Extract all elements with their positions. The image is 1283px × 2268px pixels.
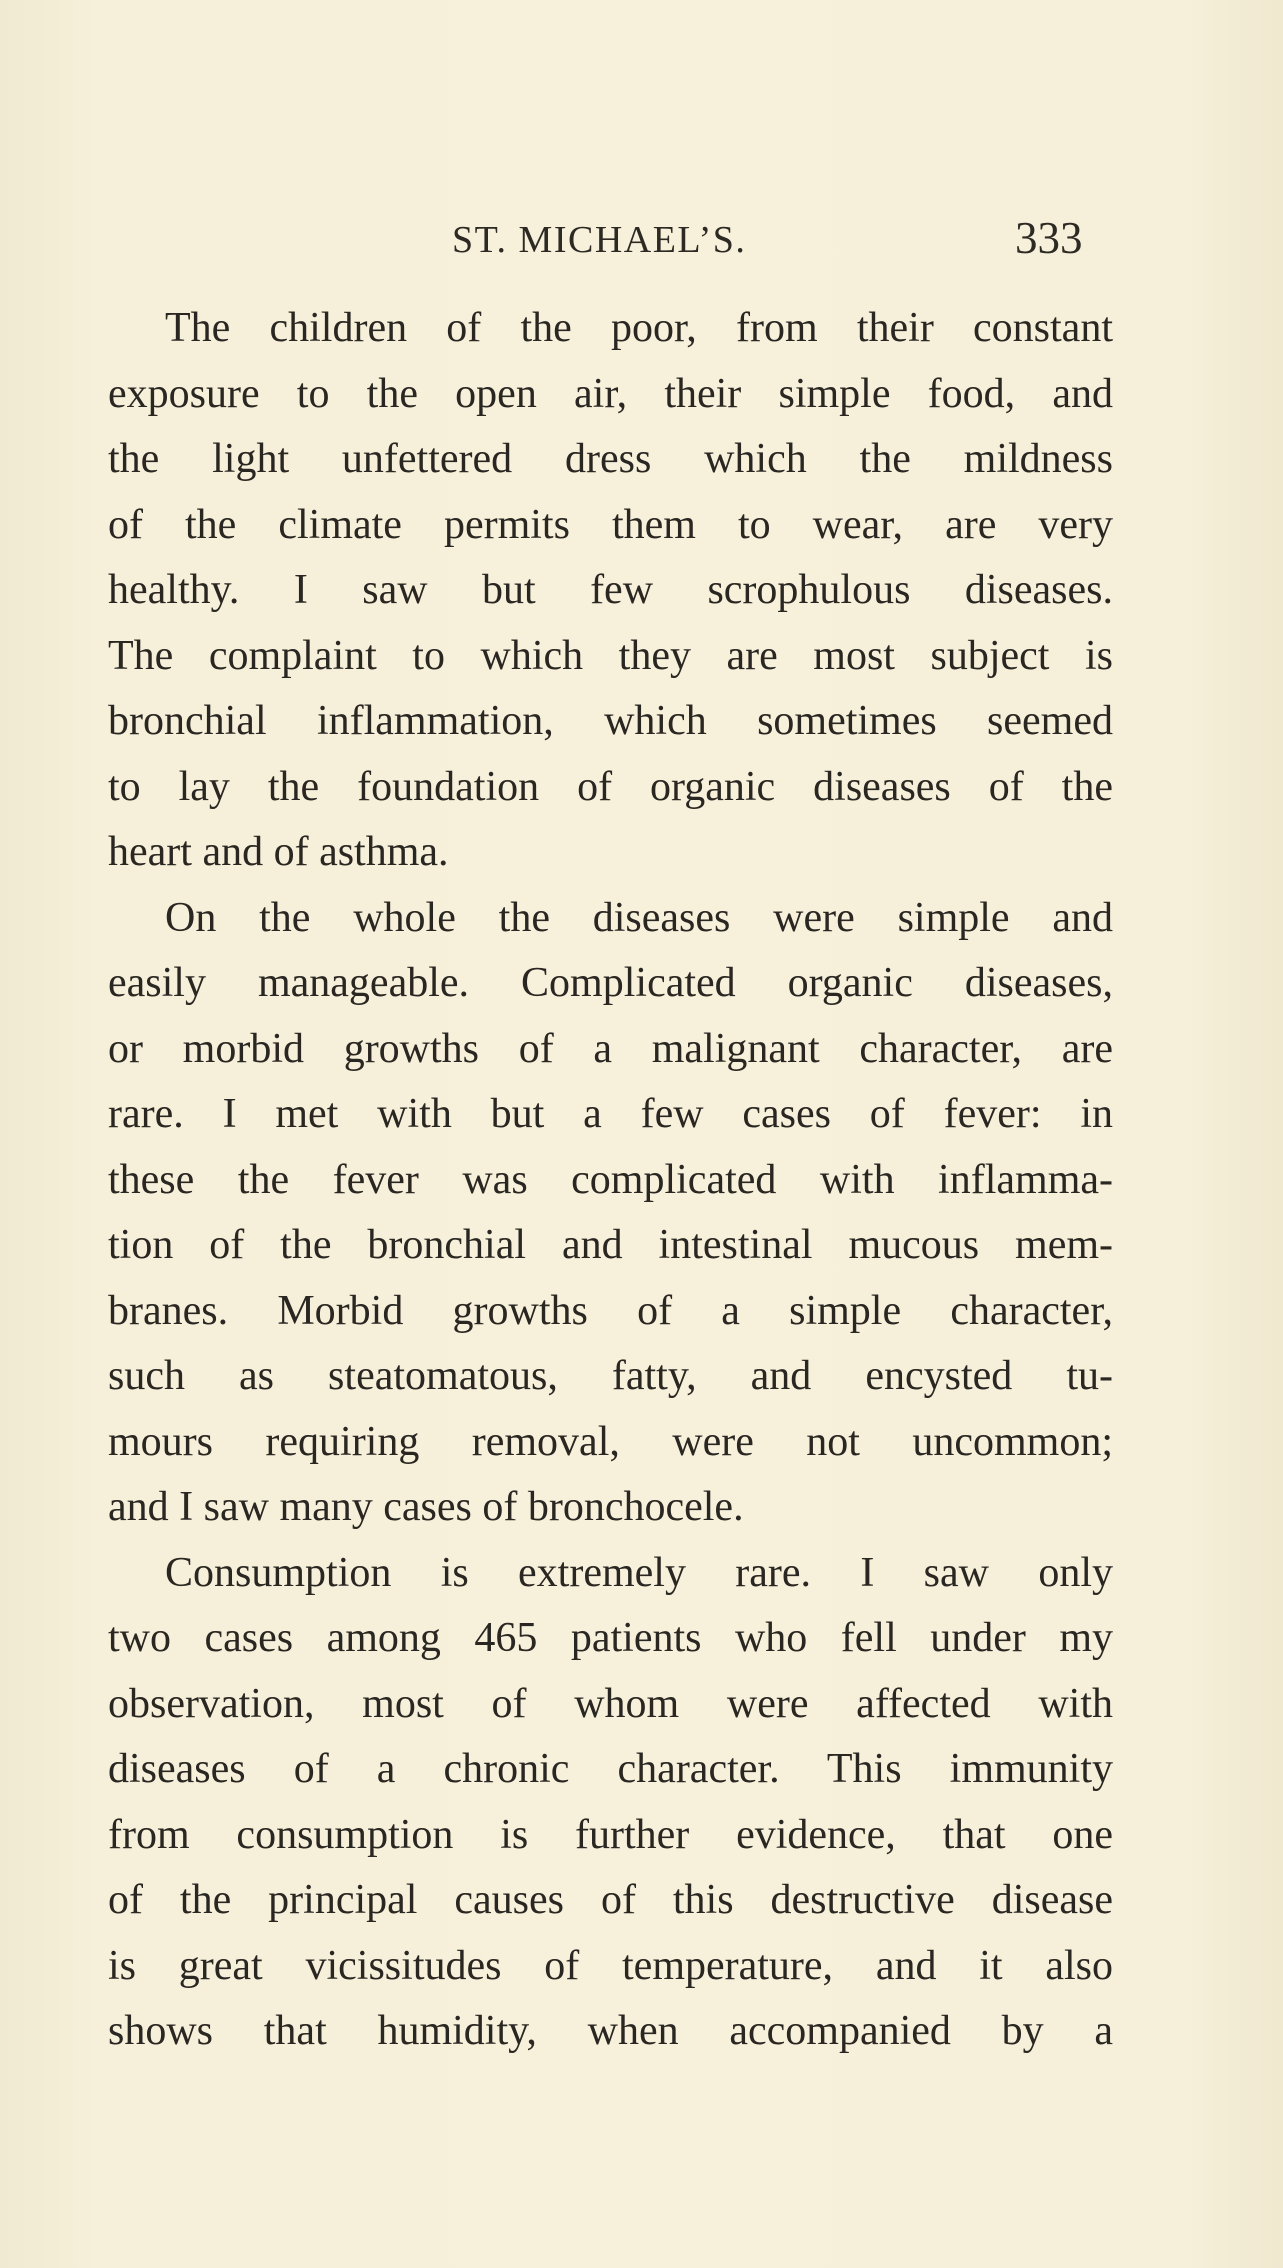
paragraph-2 [108, 886, 1113, 1541]
text-line: On the whole the diseases were simple and [165, 894, 1113, 941]
text-line: the light unfettered dress which the mildness [108, 436, 1113, 482]
text-line: of the climate permits them to wear, are very [108, 501, 1113, 548]
text-line: or morbid growths of a malignant character, are [108, 1025, 1113, 1072]
paragraph-1 [108, 296, 1113, 886]
text-line: observation, most of whom were affected with [108, 1680, 1113, 1727]
text-line: these the fever was complicated with inflamma- [108, 1156, 1113, 1203]
text-line: easily manageable. Complicated organic diseases, [108, 960, 1113, 1006]
running-head [0, 213, 1283, 278]
text-line: such as steatomatous, fatty, and encysted tu- [108, 1353, 1113, 1399]
page-number: 333 [1015, 213, 1083, 263]
text-line: tion of the bronchial and intestinal mucous mem- [108, 1222, 1113, 1268]
text-line: to lay the foundation of organic diseases of the [108, 763, 1113, 810]
text-line: of the principal causes of this destructive disease [108, 1877, 1113, 1923]
text-line: two cases among 465 patients who fell under my [108, 1615, 1113, 1661]
text-line: healthy. I saw but few scrophulous diseases. [108, 567, 1113, 613]
text-line: rare. I met with but a few cases of fever: in [108, 1091, 1113, 1137]
text-line: heart and of asthma. [108, 829, 449, 875]
text-line: is great vicissitudes of temperature, and it also [108, 1942, 1113, 1989]
text-line: diseases of a chronic character. This immunity [108, 1746, 1113, 1792]
text-line: from consumption is further evidence, that one [108, 1811, 1113, 1858]
text-line: mours requiring removal, were not uncommon; [108, 1418, 1113, 1465]
text-line: bronchial inflammation, which sometimes seemed [108, 698, 1113, 744]
text-line: The children of the poor, from their constant [165, 305, 1113, 351]
paragraph-3 [108, 1541, 1113, 2065]
text-line: and I saw many cases of bronchocele. [108, 1484, 744, 1530]
text-line: shows that humidity, when accompanied by a [108, 2008, 1113, 2054]
text-line: The complaint to which they are most subject is [108, 632, 1113, 679]
running-title: ST. MICHAEL’S. [452, 219, 747, 261]
text-line: branes. Morbid growths of a simple character, [108, 1287, 1113, 1334]
body-text [108, 296, 1113, 2065]
text-line: exposure to the open air, their simple food, and [108, 370, 1113, 417]
text-line: Consumption is extremely rare. I saw only [165, 1549, 1113, 1596]
